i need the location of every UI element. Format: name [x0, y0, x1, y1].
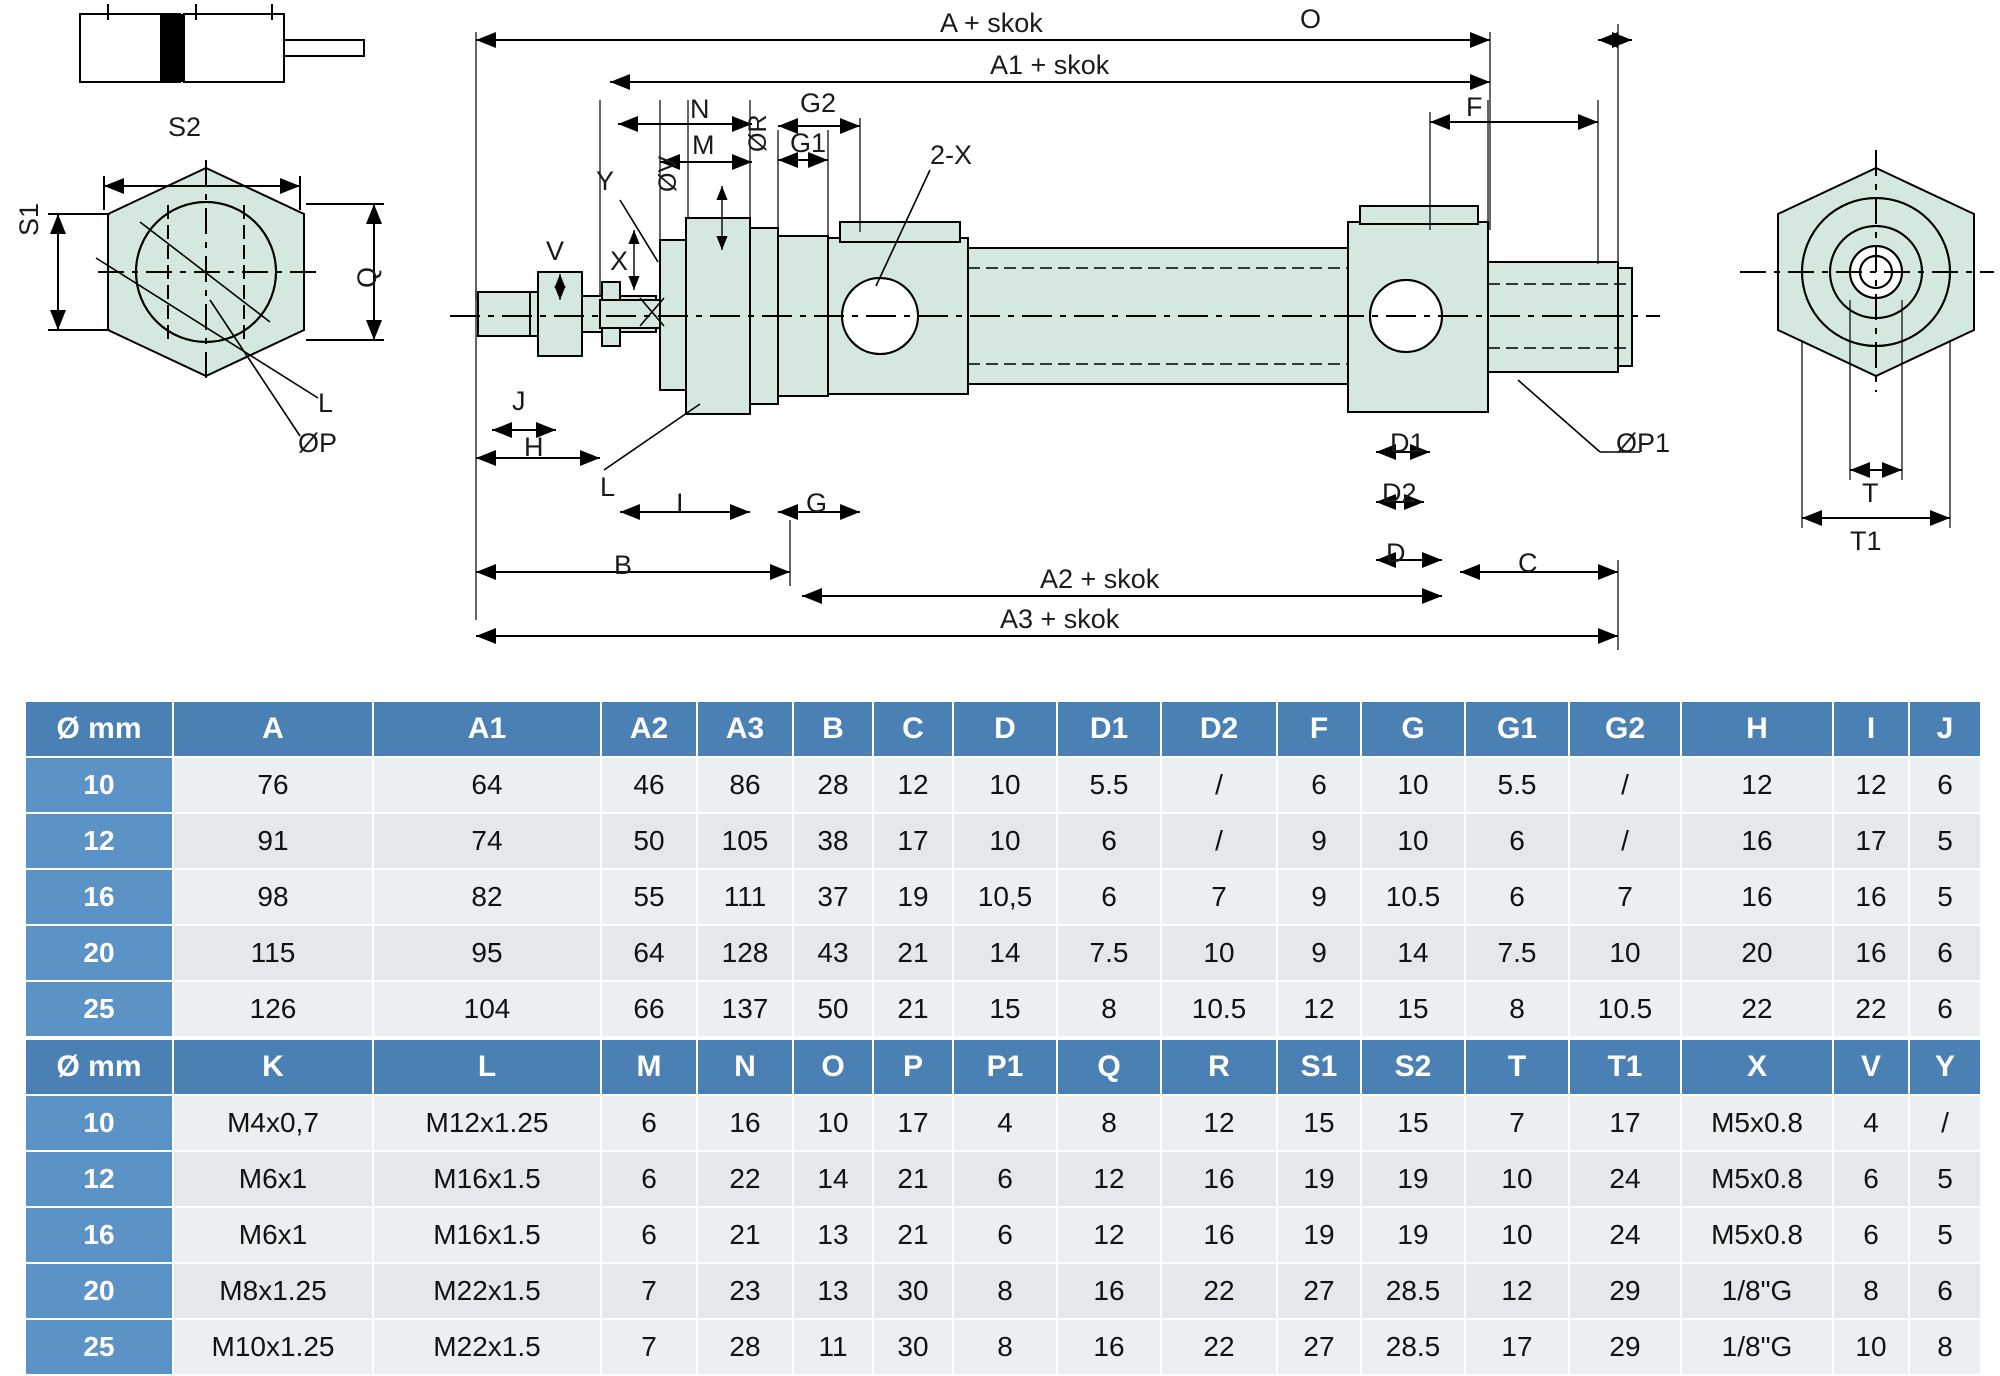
t2-r2-c7: 6 — [953, 1207, 1057, 1263]
t2-r0-c8: 8 — [1057, 1095, 1161, 1151]
t1-r4-c9: 10.5 — [1161, 981, 1277, 1037]
t1-r1-c16: 5 — [1909, 813, 1981, 869]
t1-r1-c12: 6 — [1465, 813, 1569, 869]
t1-r2-c13: 7 — [1569, 869, 1681, 925]
t1-col-11: G — [1361, 701, 1465, 757]
t2-col-4: N — [697, 1039, 793, 1095]
t2-col-3: M — [601, 1039, 697, 1095]
t1-r4-c6: 21 — [873, 981, 953, 1037]
t2-r2-c3: 6 — [601, 1207, 697, 1263]
t2-r1-c16: 5 — [1909, 1151, 1981, 1207]
label-c: C — [1518, 548, 1538, 578]
t1-r2-c8: 6 — [1057, 869, 1161, 925]
table-row — [25, 757, 1981, 813]
t2-r2-c9: 16 — [1161, 1207, 1277, 1263]
t2-col-12: T — [1465, 1039, 1569, 1095]
t2-r4-c9: 22 — [1161, 1319, 1277, 1375]
t2-r2-c11: 19 — [1361, 1207, 1465, 1263]
t1-r0-c1: 76 — [173, 757, 373, 813]
t2-r1-c1: M6x1 — [173, 1151, 373, 1207]
t1-r3-c2: 95 — [373, 925, 601, 981]
label-p1: ØP1 — [1616, 428, 1671, 458]
label-v-top: ØV — [654, 155, 682, 192]
t2-r1-c12: 10 — [1465, 1151, 1569, 1207]
t2-r4-c0: 25 — [25, 1319, 173, 1375]
t2-r3-c11: 28.5 — [1361, 1263, 1465, 1319]
t1-r2-c7: 10,5 — [953, 869, 1057, 925]
t2-r0-c5: 10 — [793, 1095, 873, 1151]
t2-r0-c11: 15 — [1361, 1095, 1465, 1151]
t2-r2-c13: 24 — [1569, 1207, 1681, 1263]
label-n: N — [690, 94, 710, 124]
t2-r4-c12: 17 — [1465, 1319, 1569, 1375]
t1-col-4: A3 — [697, 701, 793, 757]
t2-r3-c1: M8x1.25 — [173, 1263, 373, 1319]
t1-r4-c2: 104 — [373, 981, 601, 1037]
t2-r0-c7: 4 — [953, 1095, 1057, 1151]
t1-col-7: D — [953, 701, 1057, 757]
t1-r2-c6: 19 — [873, 869, 953, 925]
t1-r1-c15: 17 — [1833, 813, 1909, 869]
t2-r2-c14: M5x0.8 — [1681, 1207, 1833, 1263]
t1-r2-c11: 10.5 — [1361, 869, 1465, 925]
t1-r3-c6: 21 — [873, 925, 953, 981]
t2-r2-c1: M6x1 — [173, 1207, 373, 1263]
t2-r3-c10: 27 — [1277, 1263, 1361, 1319]
t1-r0-c2: 64 — [373, 757, 601, 813]
t1-r2-c4: 111 — [697, 869, 793, 925]
t2-r4-c2: M22x1.5 — [373, 1319, 601, 1375]
t1-r1-c0: 12 — [25, 813, 173, 869]
t2-col-16: Y — [1909, 1039, 1981, 1095]
t2-r3-c16: 6 — [1909, 1263, 1981, 1319]
t2-r1-c0: 12 — [25, 1151, 173, 1207]
t1-r4-c11: 15 — [1361, 981, 1465, 1037]
t2-r4-c14: 1/8"G — [1681, 1319, 1833, 1375]
t2-col-14: X — [1681, 1039, 1833, 1095]
label-l-hex: L — [318, 388, 334, 418]
t2-r4-c6: 30 — [873, 1319, 953, 1375]
t1-r0-c16: 6 — [1909, 757, 1981, 813]
label-x: X — [610, 246, 629, 276]
t1-r3-c14: 20 — [1681, 925, 1833, 981]
t2-r3-c15: 8 — [1833, 1263, 1909, 1319]
t2-r0-c6: 17 — [873, 1095, 953, 1151]
label-d1: D1 — [1390, 428, 1425, 458]
t1-col-5: B — [793, 701, 873, 757]
t2-col-13: T1 — [1569, 1039, 1681, 1095]
t1-r2-c10: 9 — [1277, 869, 1361, 925]
t2-col-9: R — [1161, 1039, 1277, 1095]
t2-r1-c11: 19 — [1361, 1151, 1465, 1207]
t1-r4-c16: 6 — [1909, 981, 1981, 1037]
t1-r4-c7: 15 — [953, 981, 1057, 1037]
t2-r1-c8: 12 — [1057, 1151, 1161, 1207]
t1-col-10: F — [1277, 701, 1361, 757]
t1-r3-c4: 128 — [697, 925, 793, 981]
t1-r4-c1: 126 — [173, 981, 373, 1037]
t2-r0-c4: 16 — [697, 1095, 793, 1151]
t1-r0-c15: 12 — [1833, 757, 1909, 813]
t2-r1-c15: 6 — [1833, 1151, 1909, 1207]
label-a2-skok: A2 + skok — [1040, 564, 1160, 594]
t2-r0-c3: 6 — [601, 1095, 697, 1151]
t1-r0-c5: 28 — [793, 757, 873, 813]
t1-r0-c10: 6 — [1277, 757, 1361, 813]
label-t: T — [1862, 478, 1879, 508]
t2-r0-c1: M4x0,7 — [173, 1095, 373, 1151]
label-f: F — [1466, 92, 1483, 122]
t1-col-13: G2 — [1569, 701, 1681, 757]
t2-r4-c10: 27 — [1277, 1319, 1361, 1375]
t1-r4-c5: 50 — [793, 981, 873, 1037]
label-y: Y — [596, 166, 615, 196]
t2-r1-c7: 6 — [953, 1151, 1057, 1207]
t2-r3-c4: 23 — [697, 1263, 793, 1319]
t2-r2-c15: 6 — [1833, 1207, 1909, 1263]
t2-r0-c13: 17 — [1569, 1095, 1681, 1151]
t1-r0-c4: 86 — [697, 757, 793, 813]
t1-r4-c8: 8 — [1057, 981, 1161, 1037]
label-2x: 2-X — [930, 140, 973, 170]
t1-r1-c1: 91 — [173, 813, 373, 869]
t2-r3-c5: 13 — [793, 1263, 873, 1319]
t2-col-15: V — [1833, 1039, 1909, 1095]
label-j: J — [512, 386, 526, 416]
t2-r4-c3: 7 — [601, 1319, 697, 1375]
t1-r3-c12: 7.5 — [1465, 925, 1569, 981]
t2-r2-c12: 10 — [1465, 1207, 1569, 1263]
t2-r2-c10: 19 — [1277, 1207, 1361, 1263]
t2-r1-c5: 14 — [793, 1151, 873, 1207]
t1-r1-c14: 16 — [1681, 813, 1833, 869]
t2-col-0: Ø mm — [25, 1039, 173, 1095]
label-a3-skok: A3 + skok — [1000, 604, 1120, 634]
t2-r2-c8: 12 — [1057, 1207, 1161, 1263]
t1-col-6: C — [873, 701, 953, 757]
t2-r4-c7: 8 — [953, 1319, 1057, 1375]
t2-col-8: Q — [1057, 1039, 1161, 1095]
t1-r3-c1: 115 — [173, 925, 373, 981]
t2-r4-c5: 11 — [793, 1319, 873, 1375]
t2-r1-c3: 6 — [601, 1151, 697, 1207]
t1-r0-c0: 10 — [25, 757, 173, 813]
label-t1: T1 — [1850, 526, 1882, 556]
t1-col-14: H — [1681, 701, 1833, 757]
t1-r1-c9: / — [1161, 813, 1277, 869]
t1-r1-c13: / — [1569, 813, 1681, 869]
t1-r4-c15: 22 — [1833, 981, 1909, 1037]
t1-col-15: I — [1833, 701, 1909, 757]
t1-r0-c7: 10 — [953, 757, 1057, 813]
t2-r0-c0: 10 — [25, 1095, 173, 1151]
t2-r2-c5: 13 — [793, 1207, 873, 1263]
t1-r0-c3: 46 — [601, 757, 697, 813]
label-h: H — [524, 432, 544, 462]
t1-col-16: J — [1909, 701, 1981, 757]
table-row — [25, 1263, 1981, 1319]
t1-r0-c14: 12 — [1681, 757, 1833, 813]
t2-col-6: P — [873, 1039, 953, 1095]
t2-r1-c2: M16x1.5 — [373, 1151, 601, 1207]
t2-r3-c13: 29 — [1569, 1263, 1681, 1319]
t2-r1-c14: M5x0.8 — [1681, 1151, 1833, 1207]
t2-r0-c14: M5x0.8 — [1681, 1095, 1833, 1151]
t1-r4-c4: 137 — [697, 981, 793, 1037]
t1-r2-c16: 5 — [1909, 869, 1981, 925]
t2-r2-c0: 16 — [25, 1207, 173, 1263]
t2-r1-c10: 19 — [1277, 1151, 1361, 1207]
t2-r4-c15: 10 — [1833, 1319, 1909, 1375]
label-d2: D2 — [1382, 478, 1417, 508]
t2-r4-c8: 16 — [1057, 1319, 1161, 1375]
t2-r4-c1: M10x1.25 — [173, 1319, 373, 1375]
t2-col-2: L — [373, 1039, 601, 1095]
t1-r2-c9: 7 — [1161, 869, 1277, 925]
label-g1: G1 — [790, 128, 827, 158]
t1-r4-c12: 8 — [1465, 981, 1569, 1037]
t2-r4-c11: 28.5 — [1361, 1319, 1465, 1375]
t1-r3-c7: 14 — [953, 925, 1057, 981]
t1-col-2: A1 — [373, 701, 601, 757]
t1-r3-c0: 20 — [25, 925, 173, 981]
t2-r0-c16: / — [1909, 1095, 1981, 1151]
label-i: I — [676, 488, 684, 518]
t1-r3-c13: 10 — [1569, 925, 1681, 981]
t1-r1-c3: 50 — [601, 813, 697, 869]
t2-r4-c13: 29 — [1569, 1319, 1681, 1375]
label-a1-skok: A1 + skok — [990, 50, 1110, 80]
t2-r2-c16: 5 — [1909, 1207, 1981, 1263]
t1-r4-c3: 66 — [601, 981, 697, 1037]
label-o: O — [1300, 4, 1322, 34]
t1-r1-c2: 74 — [373, 813, 601, 869]
t2-r3-c0: 20 — [25, 1263, 173, 1319]
t1-r3-c5: 43 — [793, 925, 873, 981]
label-p: ØP — [298, 428, 338, 458]
label-s2: S2 — [168, 112, 202, 142]
t2-r2-c2: M16x1.5 — [373, 1207, 601, 1263]
t1-r0-c8: 5.5 — [1057, 757, 1161, 813]
t1-r0-c12: 5.5 — [1465, 757, 1569, 813]
t2-r0-c12: 7 — [1465, 1095, 1569, 1151]
t1-r3-c15: 16 — [1833, 925, 1909, 981]
t2-r3-c8: 16 — [1057, 1263, 1161, 1319]
t1-r1-c11: 10 — [1361, 813, 1465, 869]
table-row — [25, 1207, 1981, 1263]
t1-col-9: D2 — [1161, 701, 1277, 757]
t1-r2-c15: 16 — [1833, 869, 1909, 925]
t1-r2-c3: 55 — [601, 869, 697, 925]
t1-r4-c14: 22 — [1681, 981, 1833, 1037]
dimension-tables — [24, 700, 1980, 1376]
t1-r3-c16: 6 — [1909, 925, 1981, 981]
t2-col-10: S1 — [1277, 1039, 1361, 1095]
t1-r3-c3: 64 — [601, 925, 697, 981]
t1-col-1: A — [173, 701, 373, 757]
table-row — [25, 1151, 1981, 1207]
dimension-table-2 — [24, 1038, 1982, 1376]
t1-r4-c0: 25 — [25, 981, 173, 1037]
t2-r4-c16: 8 — [1909, 1319, 1981, 1375]
label-a-skok: A + skok — [940, 8, 1043, 38]
table1-header-row — [25, 701, 1981, 757]
t1-r2-c5: 37 — [793, 869, 873, 925]
t2-col-7: P1 — [953, 1039, 1057, 1095]
t1-col-8: D1 — [1057, 701, 1161, 757]
t2-col-11: S2 — [1361, 1039, 1465, 1095]
t1-r3-c9: 10 — [1161, 925, 1277, 981]
dimension-table-1 — [24, 700, 1982, 1038]
table-row — [25, 1095, 1981, 1151]
table-row — [25, 1319, 1981, 1375]
t1-r2-c1: 98 — [173, 869, 373, 925]
t1-r0-c13: / — [1569, 757, 1681, 813]
label-l-rod: L — [600, 472, 616, 502]
t1-col-0: Ø mm — [25, 701, 173, 757]
t1-r1-c8: 6 — [1057, 813, 1161, 869]
t2-r2-c6: 21 — [873, 1207, 953, 1263]
table-row — [25, 925, 1981, 981]
t2-col-5: O — [793, 1039, 873, 1095]
t1-r1-c5: 38 — [793, 813, 873, 869]
label-v-left: V — [546, 236, 565, 266]
t1-r1-c6: 17 — [873, 813, 953, 869]
t1-r2-c0: 16 — [25, 869, 173, 925]
table-row — [25, 981, 1981, 1037]
t1-r0-c11: 10 — [1361, 757, 1465, 813]
t1-r3-c8: 7.5 — [1057, 925, 1161, 981]
t2-r1-c9: 16 — [1161, 1151, 1277, 1207]
t2-col-1: K — [173, 1039, 373, 1095]
label-r: ØR — [744, 114, 772, 152]
t2-r3-c9: 22 — [1161, 1263, 1277, 1319]
table-row — [25, 869, 1981, 925]
t2-r0-c2: M12x1.25 — [373, 1095, 601, 1151]
t1-r4-c10: 12 — [1277, 981, 1361, 1037]
t1-r2-c14: 16 — [1681, 869, 1833, 925]
t2-r1-c13: 24 — [1569, 1151, 1681, 1207]
table-row — [25, 813, 1981, 869]
label-m: M — [692, 130, 715, 160]
t2-r3-c3: 7 — [601, 1263, 697, 1319]
t1-r3-c10: 9 — [1277, 925, 1361, 981]
t2-r3-c7: 8 — [953, 1263, 1057, 1319]
t1-r2-c12: 6 — [1465, 869, 1569, 925]
t2-r3-c2: M22x1.5 — [373, 1263, 601, 1319]
t1-r1-c4: 105 — [697, 813, 793, 869]
label-q: Q — [352, 266, 382, 288]
t1-r0-c6: 12 — [873, 757, 953, 813]
t1-r2-c2: 82 — [373, 869, 601, 925]
t2-r3-c12: 12 — [1465, 1263, 1569, 1319]
table2-header-row — [25, 1039, 1981, 1095]
t2-r0-c10: 15 — [1277, 1095, 1361, 1151]
label-s1: S1 — [14, 202, 44, 236]
t2-r3-c6: 30 — [873, 1263, 953, 1319]
t1-col-3: A2 — [601, 701, 697, 757]
label-b: B — [614, 550, 633, 580]
t2-r4-c4: 28 — [697, 1319, 793, 1375]
t1-r1-c7: 10 — [953, 813, 1057, 869]
t1-col-12: G1 — [1465, 701, 1569, 757]
t2-r2-c4: 21 — [697, 1207, 793, 1263]
t1-r1-c10: 9 — [1277, 813, 1361, 869]
t1-r0-c9: / — [1161, 757, 1277, 813]
t1-r4-c13: 10.5 — [1569, 981, 1681, 1037]
label-g: G — [806, 488, 828, 518]
label-d: D — [1386, 538, 1406, 568]
t2-r0-c9: 12 — [1161, 1095, 1277, 1151]
label-g2: G2 — [800, 88, 837, 118]
t2-r1-c4: 22 — [697, 1151, 793, 1207]
t2-r0-c15: 4 — [1833, 1095, 1909, 1151]
t1-r3-c11: 14 — [1361, 925, 1465, 981]
t2-r3-c14: 1/8"G — [1681, 1263, 1833, 1319]
t2-r1-c6: 21 — [873, 1151, 953, 1207]
